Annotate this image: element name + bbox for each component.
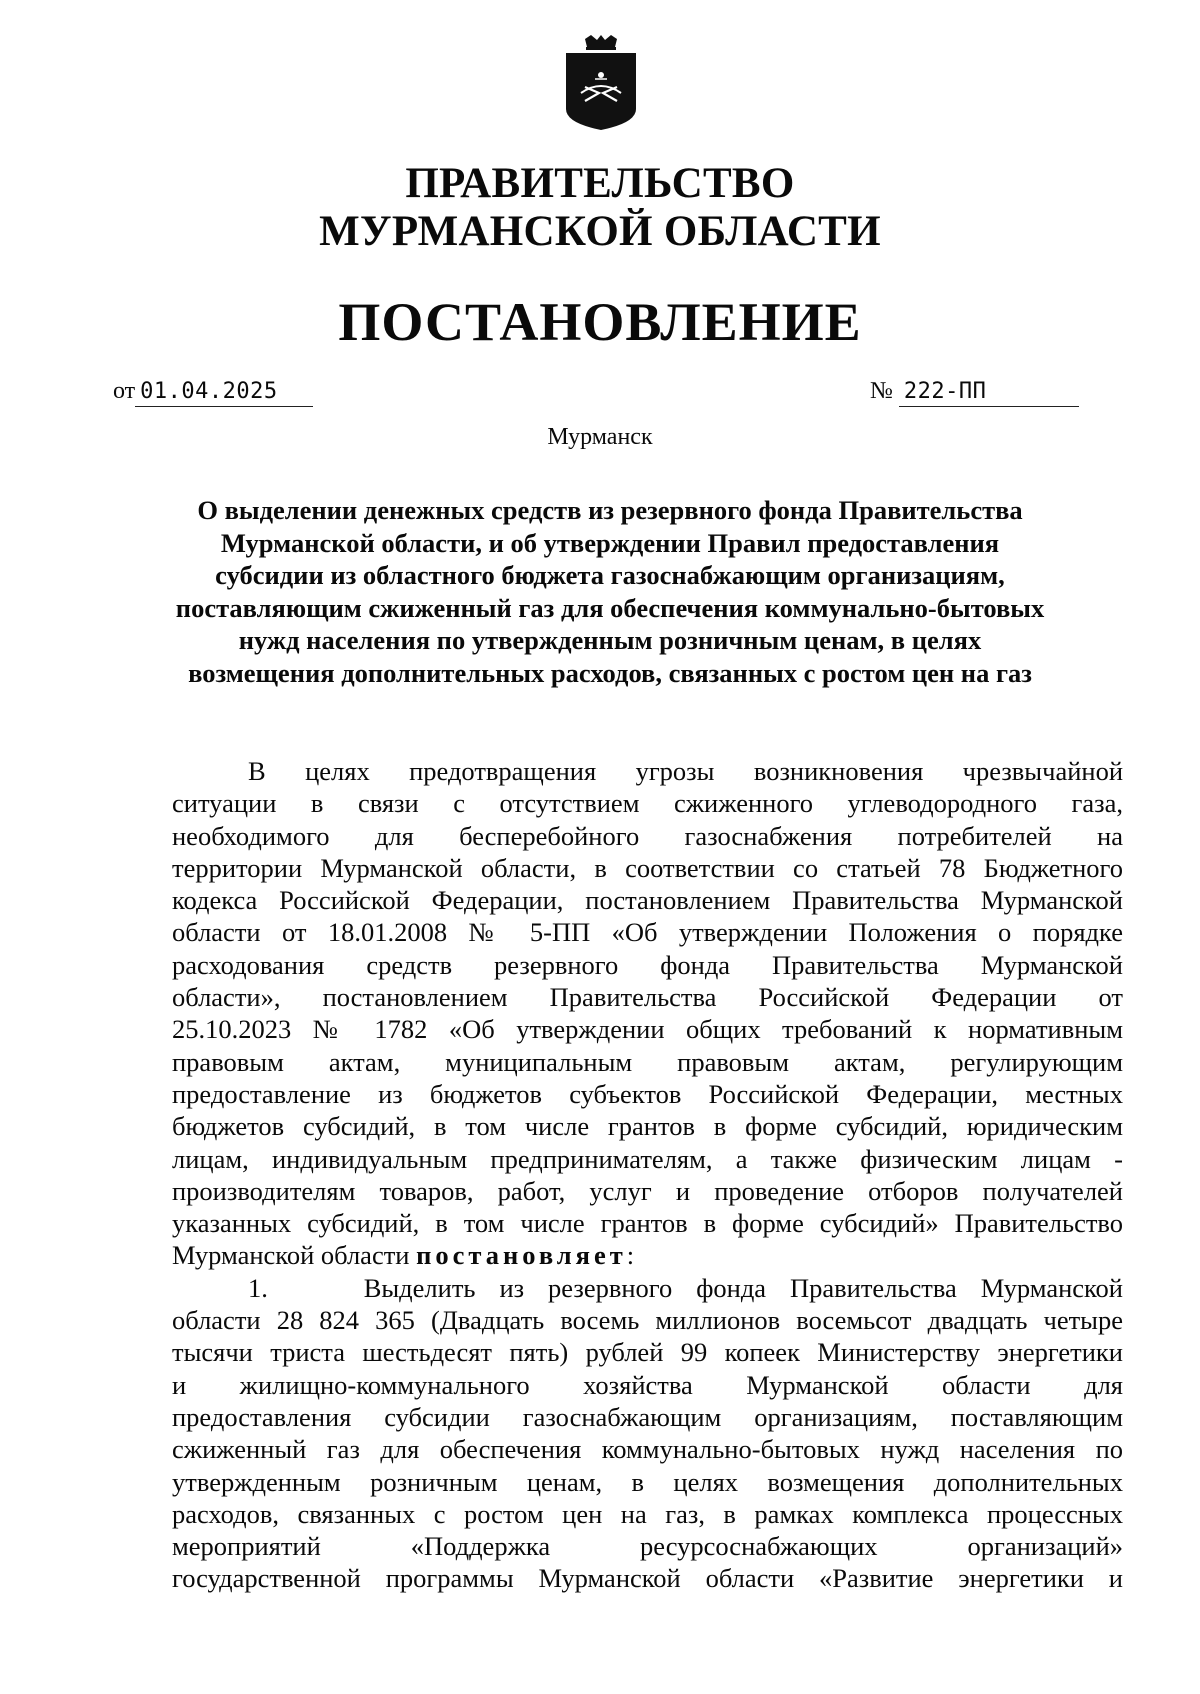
number-prefix: №	[870, 378, 893, 404]
item-line: области 28 824 365 (Двадцать восемь миллионов восемьсот двадцать четыре	[172, 1305, 1123, 1336]
item-line: 1. Выделить из резервного фонда Правительства Мурманской	[248, 1272, 1123, 1303]
item-line: предоставления субсидии газоснабжающим организациям, поставляющим	[172, 1401, 1123, 1432]
resolve-line	[172, 1239, 1123, 1271]
item-line: и жилищно-коммунального хозяйства Мурманской области для	[172, 1369, 1123, 1400]
item-line: тысячи триста шестьдесят пять) рублей 99 копеек Министерству энергетики	[172, 1337, 1123, 1368]
resolve-prefix: Мурманской области	[172, 1240, 410, 1271]
body-line: указанных субсидий, в том числе грантов в форме субсидий» Правительство	[172, 1208, 1123, 1239]
body-line: лицам, индивидуальным предпринимателям, а также физическим лицам -	[172, 1143, 1123, 1174]
item-line: государственной программы Мурманской области «Развитие энергетики и	[172, 1563, 1123, 1594]
item-line: расходов, связанных с ростом цен на газ, в рамках комплекса процессных	[172, 1498, 1123, 1529]
body-line: 25.10.2023 № 1782 «Об утверждении общих требований к нормативным	[172, 1014, 1123, 1045]
title-line: О выделении денежных средств из резервного фонда Правительства	[197, 495, 1023, 525]
item-line: сжиженный газ для обеспечения коммунально-бытовых нужд населения по	[172, 1434, 1123, 1465]
city-name: Мурманск	[547, 424, 653, 450]
resolve-word: постановляет	[416, 1240, 627, 1271]
document-number-field	[870, 376, 1079, 407]
document-title	[150, 494, 1070, 689]
coat-of-arms-emblem	[563, 35, 639, 131]
document-type-heading: ПОСТАНОВЛЕНИЕ	[338, 292, 862, 352]
title-line: нужд населения по утвержденным розничным ценам, в целях	[238, 625, 982, 655]
document-date: 01.04.2025	[135, 378, 313, 407]
title-line: возмещения дополнительных расходов, связанных с ростом цен на газ	[188, 657, 1032, 688]
document-number: 222-ПП	[899, 378, 1079, 407]
resolve-colon: :	[626, 1240, 635, 1271]
body-line: необходимого для бесперебойного газоснабжения потребителей на	[172, 820, 1123, 851]
item-line: мероприятий «Поддержка ресурсоснабжающих организаций»	[172, 1531, 1123, 1562]
title-line: субсидии из областного бюджета газоснабжающим организациям,	[215, 560, 1005, 590]
body-line: В целях предотвращения угрозы возникновения чрезвычайной	[248, 756, 1123, 786]
body-line: бюджетов субсидий, в том числе грантов в форме субсидий, юридическим	[172, 1111, 1123, 1142]
body-line: производителям товаров, работ, услуг и проведение отборов получателей	[172, 1175, 1123, 1206]
body-line: области от 18.01.2008 № 5-ПП «Об утверждении Положения о порядке	[172, 917, 1123, 948]
body-line: расходования средств резервного фонда Правительства Мурманской	[172, 949, 1123, 980]
document-date-field	[113, 376, 313, 407]
body-line: кодекса Российской Федерации, постановлением Правительства Мурманской	[172, 885, 1123, 916]
body-line: области», постановлением Правительства Российской Федерации от	[172, 982, 1123, 1013]
body-line: территории Мурманской области, в соответствии со статьей 78 Бюджетного	[172, 852, 1123, 883]
organization-name-line1: ПРАВИТЕЛЬСТВО	[405, 160, 795, 207]
title-line: поставляющим сжиженный газ для обеспечения коммунально-бытовых	[175, 592, 1045, 623]
document-body	[172, 755, 1123, 1595]
body-line: ситуации в связи с отсутствием сжиженного углеводородного газа,	[172, 788, 1123, 819]
item-line: утвержденным розничным ценам, в целях возмещения дополнительных	[172, 1466, 1123, 1497]
body-line: правовым актам, муниципальным правовым актам, регулирующим	[172, 1046, 1123, 1077]
date-prefix: от	[113, 378, 136, 404]
body-line: предоставление из бюджетов субъектов Российской Федерации, местных	[172, 1078, 1123, 1109]
organization-name-line2: МУРМАНСКОЙ ОБЛАСТИ	[319, 208, 881, 255]
title-line: Мурманской области, и об утверждении Правил предоставления	[220, 527, 1000, 558]
